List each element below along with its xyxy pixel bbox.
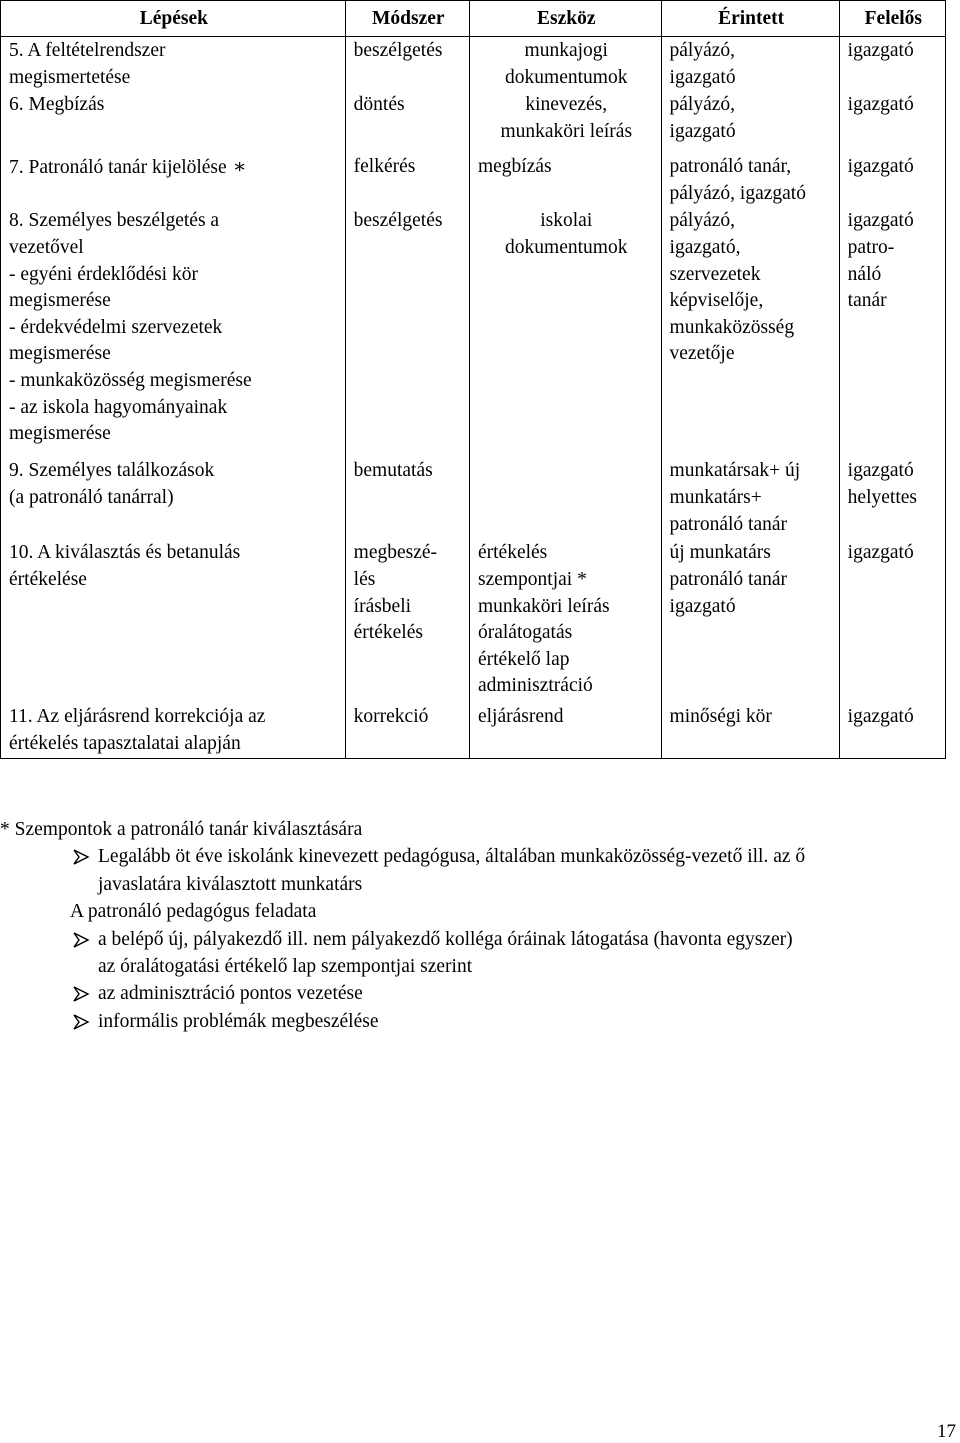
cell-line: vezetővel — [9, 236, 84, 258]
table-row — [1, 457, 946, 539]
cell-line: munkatársak+ új — [669, 460, 801, 482]
cell-line: munkatárs+ — [669, 486, 762, 508]
cell-line: patronáló tanár — [669, 568, 788, 590]
step-cell — [1, 457, 346, 539]
criteria-list — [0, 843, 805, 898]
cell-line: értékelő lap — [477, 648, 570, 670]
cell-line: megismerése — [9, 423, 111, 445]
bullet-item — [0, 1008, 805, 1035]
cell-line: igazgató — [669, 120, 736, 142]
arrow-bullet-icon — [72, 926, 92, 957]
task-list — [0, 926, 805, 1036]
cell-line: korrekció — [353, 706, 429, 728]
bullet-line: az óralátogatási értékelő lap szempontjai szerint — [98, 956, 473, 978]
step-cell — [1, 703, 346, 758]
cell-line: felkérés — [353, 156, 416, 178]
cell-line: - munkaközösség megismerése — [9, 369, 252, 391]
table-row — [1, 91, 946, 153]
cell-line: igazgató — [847, 210, 914, 232]
cell-line: igazgató — [847, 94, 914, 116]
cell-line: - az iskola hagyományainak — [9, 396, 228, 418]
cell-line: pályázó, — [669, 40, 736, 61]
cell-line: új munkatárs — [669, 542, 771, 564]
bullet-line: javaslatára kiválasztott munkatárs — [98, 873, 363, 895]
bullet-line: a belépő új, pályakezdő ill. nem pályakezdő kolléga óráinak látogatása (havonta egyszer) — [98, 928, 793, 950]
responsible-cell — [839, 457, 945, 539]
cell-line: patronáló tanár, — [669, 156, 792, 178]
cell-line: igazgató, — [669, 236, 741, 258]
arrow-bullet-icon — [72, 843, 92, 874]
responsible-cell — [839, 37, 945, 92]
header-involved: Érintett — [661, 1, 839, 37]
table-row — [1, 153, 946, 207]
cell-line: dokumentumok — [505, 236, 628, 258]
page-number: 17 — [937, 1421, 956, 1442]
step-cell — [1, 91, 346, 153]
table-row — [1, 703, 946, 758]
cell-line: bemutatás — [353, 460, 433, 482]
cell-line: munkaközösség — [669, 316, 795, 338]
method-cell — [345, 37, 469, 92]
cell-line: 6. Megbízás — [9, 94, 105, 116]
cell-line: dokumentumok — [505, 66, 628, 88]
cell-line: 8. Személyes beszélgetés a — [9, 210, 220, 232]
cell-line: pályázó, igazgató — [669, 182, 806, 204]
step-cell — [1, 207, 346, 457]
step-cell — [1, 153, 346, 207]
cell-line: pályázó, — [669, 210, 736, 232]
bullet-item — [0, 926, 805, 981]
cell-line: 11. Az eljárásrend korrekciója az — [9, 706, 266, 728]
responsible-cell — [839, 703, 945, 758]
cell-line: szempontjai * — [477, 568, 587, 590]
involved-cell — [661, 539, 839, 703]
cell-line: igazgató — [669, 66, 736, 88]
cell-line: pályázó, — [669, 94, 736, 116]
bullet-item — [0, 980, 805, 1007]
cell-line: munkaköri leírás — [477, 595, 610, 617]
cell-line: igazgató — [847, 706, 914, 728]
cell-line: szervezetek — [669, 263, 761, 285]
responsible-cell — [839, 153, 945, 207]
cell-line: - egyéni érdeklődési kör — [9, 263, 198, 285]
cell-line: minőségi kör — [669, 706, 772, 728]
notes-section — [0, 816, 805, 1035]
method-cell — [345, 91, 469, 153]
table-header-row — [1, 1, 946, 37]
tool-cell — [469, 207, 661, 457]
cell-line: náló — [847, 263, 882, 285]
cell-line: 9. Személyes találkozások — [9, 460, 215, 482]
cell-line: képviselője, — [669, 290, 764, 312]
cell-line: tanár — [847, 290, 887, 312]
method-cell — [345, 153, 469, 207]
cell-line: értékelése — [9, 568, 87, 590]
involved-cell — [661, 37, 839, 92]
cell-line: eljárásrend — [477, 706, 564, 728]
cell-line: igazgató — [847, 156, 914, 178]
involved-cell — [661, 207, 839, 457]
cell-line: értékelés — [477, 542, 548, 564]
method-cell — [345, 539, 469, 703]
footnote-marker: ∗ — [232, 156, 247, 179]
cell-line: patro- — [847, 236, 895, 258]
cell-line: megismerése — [9, 343, 111, 365]
bullet-item — [0, 843, 805, 898]
tool-cell — [469, 37, 661, 92]
method-cell — [345, 703, 469, 758]
method-cell — [345, 457, 469, 539]
responsible-cell — [839, 539, 945, 703]
involved-cell — [661, 457, 839, 539]
cell-line: 10. A kiválasztás és betanulás — [9, 542, 241, 564]
tool-cell — [469, 703, 661, 758]
tool-cell — [469, 91, 661, 153]
cell-line: írásbeli — [353, 595, 412, 617]
cell-line: értékelés tapasztalatai alapján — [9, 732, 241, 754]
tool-cell — [469, 153, 661, 207]
step-cell — [1, 539, 346, 703]
tool-cell — [469, 457, 661, 539]
cell-line: igazgató — [847, 40, 914, 61]
cell-line: megbízás — [477, 156, 552, 178]
cell-line: beszélgetés — [353, 40, 443, 61]
cell-line: óralátogatás — [477, 622, 573, 644]
criteria-heading: * Szempontok a patronáló tanár kiválasztására — [0, 819, 363, 840]
header-tool: Eszköz — [469, 1, 661, 37]
cell-line: beszélgetés — [353, 210, 443, 232]
involved-cell — [661, 91, 839, 153]
cell-line: megbeszé- — [353, 542, 438, 564]
cell-line: iskolai — [540, 210, 593, 232]
task-heading: A patronáló pedagógus feladata — [70, 901, 317, 923]
cell-line: lés — [353, 568, 376, 590]
cell-line: helyettes — [847, 486, 917, 508]
responsible-cell — [839, 91, 945, 153]
cell-line: döntés — [353, 94, 405, 116]
cell-line: igazgató — [847, 460, 914, 482]
cell-line: igazgató — [847, 542, 914, 564]
bullet-line: Legalább öt éve iskolánk kinevezett pedagógusa, általában munkaközösség-vezető ill. az ő — [98, 846, 806, 868]
tool-cell — [469, 539, 661, 703]
cell-line: munkajogi — [524, 40, 608, 61]
arrow-bullet-icon — [72, 1008, 92, 1039]
cell-line: kinevezés, — [525, 94, 608, 116]
responsible-cell — [839, 207, 945, 457]
bullet-line: az adminisztráció pontos vezetése — [98, 983, 363, 1005]
header-responsible: Felelős — [839, 1, 945, 37]
method-cell — [345, 207, 469, 457]
cell-line: 7. Patronáló tanár kijelölése ∗ — [9, 156, 247, 179]
cell-line: munkaköri leírás — [500, 120, 633, 142]
cell-line: megismertetése — [9, 66, 131, 88]
cell-line: (a patronáló tanárral) — [9, 486, 174, 508]
cell-line: megismerése — [9, 290, 111, 312]
cell-line: - érdekvédelmi szervezetek — [9, 316, 223, 338]
bullet-line: informális problémák megbeszélése — [98, 1010, 379, 1032]
table-row — [1, 37, 946, 92]
header-steps: Lépések — [1, 1, 346, 37]
cell-line: igazgató — [669, 595, 736, 617]
cell-line: vezetője — [669, 343, 735, 365]
cell-line: patronáló tanár — [669, 513, 788, 535]
step-cell — [1, 37, 346, 92]
cell-line: adminisztráció — [477, 675, 593, 697]
header-method: Módszer — [345, 1, 469, 37]
table-row — [1, 207, 946, 457]
cell-line: 5. A feltételrendszer — [9, 40, 166, 61]
involved-cell — [661, 153, 839, 207]
involved-cell — [661, 703, 839, 758]
table-row — [1, 539, 946, 703]
cell-line: értékelés — [353, 622, 423, 644]
